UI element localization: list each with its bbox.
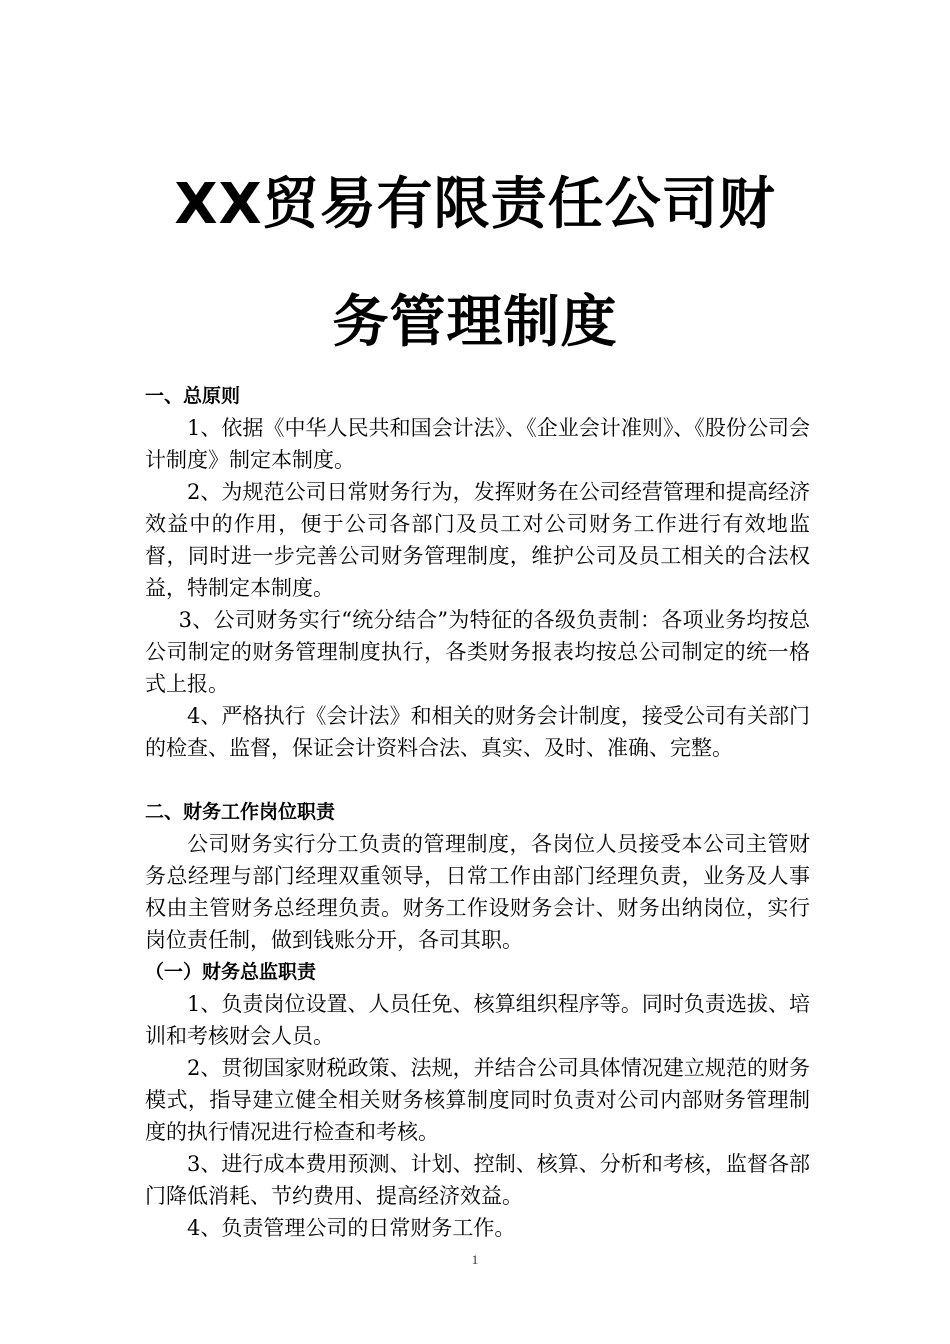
paragraph: 4、严格执行《会计法》和相关的财务会计制度，接受公司有关部门的检查、监督，保证会计资料合法、真实、及时、准确、完整。 [145,704,810,760]
page-number: 1 [471,1252,479,1267]
document-title-line-1: XX贸易有限责任公司财 [174,172,776,237]
paragraph: 4、负责管理公司的日常财务工作。 [187,1216,516,1240]
subsection-heading-cfo-duties: （一）财务总监职责 [145,961,317,983]
paragraph: 2、为规范公司日常财务行为，发挥财务在公司经营管理和提高经济效益中的作用，便于公司各部门及员工对公司财务工作进行有效地监督，同时进一步完善公司财务管理制度，维护公司及员工相关的合法权益，特制定本制度。 [145,480,810,600]
section-heading-job-duties: 二、财务工作岗位职责 [145,801,336,823]
section-heading-general-principles: 一、总原则 [145,385,241,407]
document-body [145,380,810,1244]
paragraph: 公司财务实行分工负责的管理制度，各岗位人员接受本公司主管财务总经理与部门经理双重领导，日常工作由部门经理负责，业务及人事权由主管财务总经理负责。财务工作设财务会计、财务出纳岗位，实行岗位责任制，做到钱账分开，各司其职。 [145,832,810,952]
paragraph: 3、进行成本费用预测、计划、控制、核算、分析和考核，监督各部门降低消耗、节约费用、提高经济效益。 [145,1152,810,1208]
paragraph: 1、负责岗位设置、人员任免、核算组织程序等。同时负责选拔、培训和考核财会人员。 [145,992,810,1048]
paragraph: 2、贯彻国家财税政策、法规，并结合公司具体情况建立规范的财务模式，指导建立健全相关财务核算制度同时负责对公司内部财务管理制度的执行情况进行检查和考核。 [145,1056,810,1144]
spacer [145,764,810,796]
paragraph: 3、公司财务实行“统分结合”为特征的各级负责制：各项业务均按总公司制定的财务管理制度执行，各类财务报表均按总公司制定的统一格式上报。 [145,608,810,696]
paragraph: 1、依据《中华人民共和国会计法》、《企业会计准则》、《股份公司会计制度》制定本制度。 [145,416,810,472]
document-title-line-2: 务管理制度 [332,290,618,355]
